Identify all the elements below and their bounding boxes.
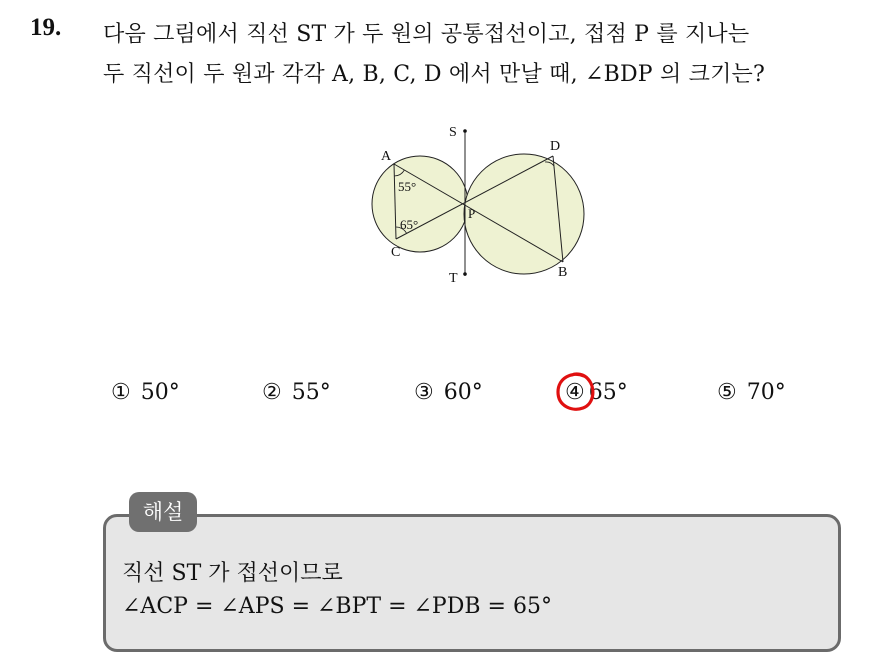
choice-4-value: 65°: [588, 380, 628, 405]
label-t: T: [449, 271, 458, 286]
choice-4-mark: ④: [565, 380, 585, 405]
figure-svg: [360, 118, 610, 288]
explanation-line-2: ∠ACP = ∠APS = ∠BPT = ∠PDB = 65°: [122, 594, 552, 619]
choice-5[interactable]: [717, 380, 786, 405]
question-text-line-2: 두 직선이 두 원과 각각 A, B, C, D 에서 만날 때, ∠BDP 의 크기는?: [103, 62, 765, 87]
label-p: P: [468, 206, 476, 221]
explanation-label: 해설: [129, 492, 197, 532]
choice-3-value: 60°: [443, 380, 483, 405]
point-s-dot: [463, 129, 467, 133]
question-number: 19.: [30, 14, 62, 41]
choice-5-mark: ⑤: [717, 380, 737, 405]
choice-1[interactable]: [111, 380, 180, 405]
choice-5-value: 70°: [746, 380, 786, 405]
right-circle: [464, 154, 584, 274]
choice-2-mark: ②: [262, 380, 282, 405]
label-d: D: [550, 139, 561, 154]
choice-1-value: 50°: [140, 380, 180, 405]
choice-3[interactable]: [414, 380, 483, 405]
label-c: C: [391, 245, 401, 260]
point-t-dot: [463, 272, 467, 276]
label-s: S: [449, 125, 457, 140]
choice-2[interactable]: [262, 380, 331, 405]
explanation-line-1: 직선 ST 가 접선이므로: [122, 561, 343, 586]
choice-3-mark: ③: [414, 380, 434, 405]
angle-label-a: 55°: [398, 179, 417, 194]
choice-2-value: 55°: [291, 380, 331, 405]
label-a: A: [381, 149, 392, 164]
geometry-figure: [360, 118, 610, 288]
choice-1-mark: ①: [111, 380, 131, 405]
left-circle: [372, 156, 468, 252]
question-text-line-1: 다음 그림에서 직선 ST 가 두 원의 공통접선이고, 접점 P 를 지나는: [103, 22, 750, 47]
label-b: B: [558, 265, 568, 280]
angle-label-c: 65°: [400, 217, 419, 232]
answer-selection-circle: [554, 370, 598, 414]
